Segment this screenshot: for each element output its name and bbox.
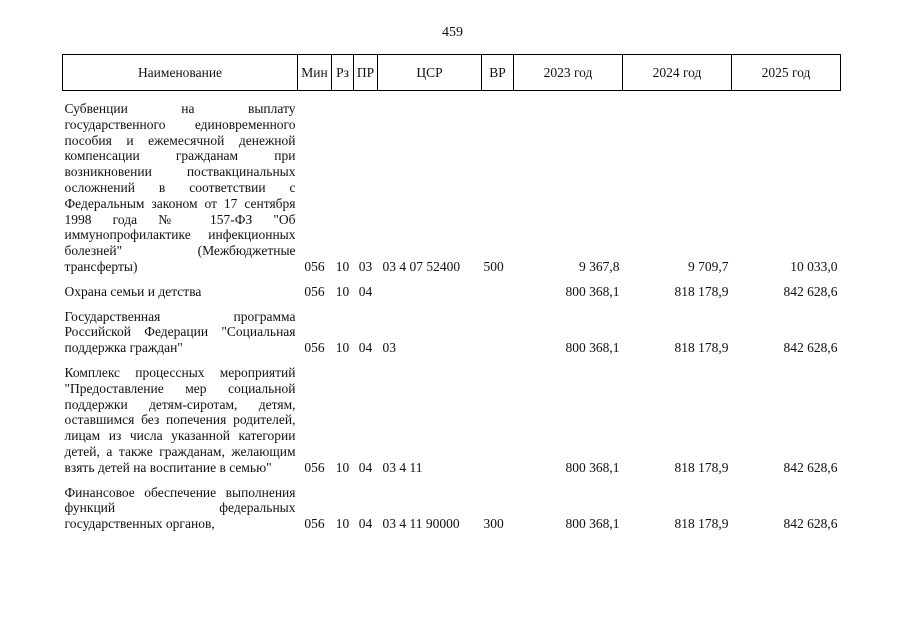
row-vr — [482, 365, 514, 476]
row-name: Комплекс процессных мероприятий "Предоставление мер социальной поддержки детям-сиротам, детям, оставшимся без попечения родителей, лицам из числа указанной категории детей, а также гражданам, желающим взять детей на воспитание в семью" — [64, 364, 296, 475]
row-rz: 10 — [335, 258, 350, 274]
row-2024: 818 178,9 — [674, 516, 729, 532]
row-2023: 9 367,8 — [579, 258, 620, 274]
row-2025: 842 628,6 — [783, 459, 838, 475]
row-vr — [482, 309, 514, 356]
row-pr: 04 — [358, 340, 373, 356]
header-name: Наименование — [63, 55, 298, 91]
page-number: 459 — [442, 25, 463, 40]
row-2024: 818 178,9 — [674, 340, 729, 356]
row-2024: 818 178,9 — [674, 283, 729, 299]
row-rz: 10 — [335, 516, 350, 532]
row-pr: 04 — [358, 283, 373, 299]
row-csr: 03 4 11 — [382, 459, 423, 475]
row-vr: 300 — [483, 516, 504, 532]
row-spacer — [63, 275, 841, 284]
row-vr: 500 — [483, 258, 504, 274]
row-csr: 03 — [382, 340, 396, 356]
row-rz: 10 — [335, 283, 350, 299]
row-csr: 03 4 11 90000 — [382, 516, 460, 532]
row-2023: 800 368,1 — [565, 283, 620, 299]
row-min: 056 — [304, 340, 325, 356]
row-min: 056 — [304, 258, 325, 274]
row-name: Охрана семьи и детства — [64, 283, 202, 299]
row-vr — [482, 284, 514, 300]
row-2025: 842 628,6 — [783, 340, 838, 356]
table-row — [63, 284, 841, 300]
row-spacer — [63, 300, 841, 309]
header-min: Мин — [298, 55, 332, 91]
row-2025: 842 628,6 — [783, 283, 838, 299]
row-min: 056 — [304, 283, 325, 299]
table-row — [63, 365, 841, 476]
row-2024: 9 709,7 — [688, 258, 729, 274]
row-name: Государственная программа Российской Федерации "Социальная поддержка граждан" — [64, 308, 296, 356]
row-pr: 04 — [358, 516, 373, 532]
row-spacer — [63, 356, 841, 365]
row-pr: 04 — [358, 459, 373, 475]
table-header-row — [63, 55, 841, 91]
row-pr: 03 — [358, 258, 373, 274]
row-csr — [378, 284, 482, 300]
row-2025: 842 628,6 — [783, 516, 838, 532]
table-row — [63, 485, 841, 532]
row-2023: 800 368,1 — [565, 459, 620, 475]
table-row — [63, 309, 841, 356]
header-2024: 2024 год — [623, 55, 732, 91]
header-pr: ПР — [354, 55, 378, 91]
header-csr: ЦСР — [378, 55, 482, 91]
table-row — [63, 91, 841, 275]
row-name: Финансовое обеспечение выполнения функций федеральных государственных органов, — [64, 484, 296, 532]
row-min: 056 — [304, 459, 325, 475]
row-2023: 800 368,1 — [565, 340, 620, 356]
row-name: Субвенции на выплату государственного единовременного пособия и ежемесячной денежной компенсации гражданам при возникновении поствакцинальных осложнений в соответствии с Федеральным законом от 17 сентября 1998 года № 157-ФЗ "Об иммунопрофилактике инфекционных болезней" (Межбюджетные трансферты) — [64, 101, 296, 274]
header-2025: 2025 год — [732, 55, 841, 91]
row-rz: 10 — [335, 340, 350, 356]
row-spacer — [63, 476, 841, 485]
budget-table — [62, 54, 841, 532]
header-rz: Рз — [332, 55, 354, 91]
row-2023: 800 368,1 — [565, 516, 620, 532]
header-2023: 2023 год — [514, 55, 623, 91]
row-rz: 10 — [335, 459, 350, 475]
row-min: 056 — [304, 516, 325, 532]
row-2024: 818 178,9 — [674, 459, 729, 475]
row-csr: 03 4 07 52400 — [382, 258, 461, 274]
row-2025: 10 033,0 — [790, 258, 838, 274]
header-vr: ВР — [482, 55, 514, 91]
